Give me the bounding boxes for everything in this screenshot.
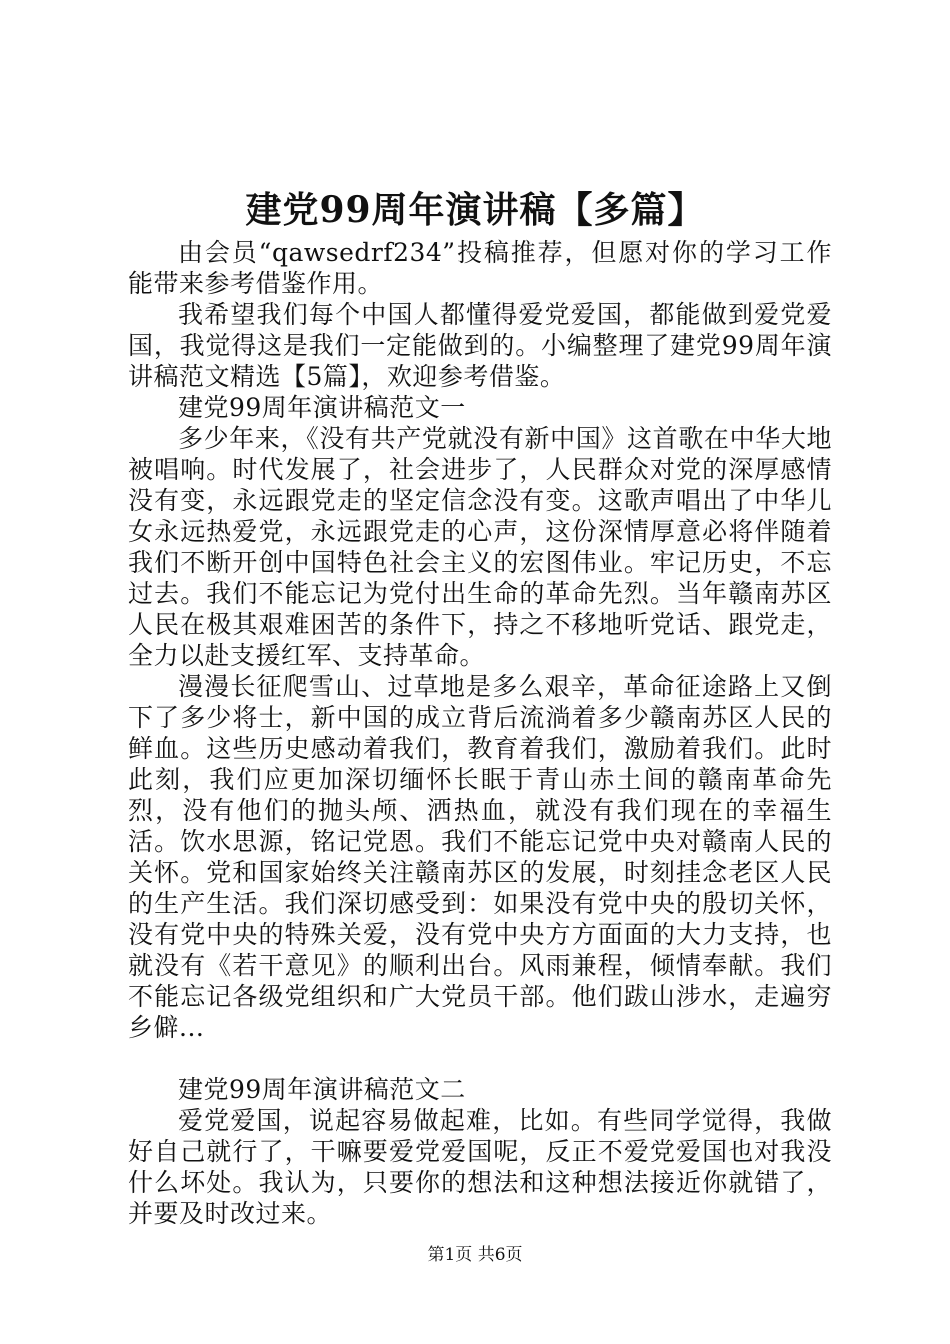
summary-paragraph: 我希望我们每个中国人都懂得爱党爱国，都能做到爱党爱国，我觉得这是我们一定能做到的。小编整理了建党99周年演讲稿范文精选【5篇】，欢迎参考借鉴。 [128,300,832,391]
section-1-paragraph-1: 多少年来，《没有共产党就没有新中国》这首歌在中华大地被唱响。时代发展了，社会进步了，人民群众对党的深厚感情没有变，永远跟党走的坚定信念没有变。这歌声唱出了中华儿女永远热爱党，永远跟党走的心声，这份深情厚意必将伴随着我们不断开创中国特色社会主义的宏图伟业。牢记历史，不忘过去。我们不能忘记为党付出生命的革命先烈。当年赣南苏区人民在极其艰难困苦的条件下，持之不移地听党话、跟党走，全力以赴支援红军、支持革命。 [128,424,832,670]
intro-paragraph: 由会员“qawsedrf234”投稿推荐，但愿对你的学习工作能带来参考借鉴作用。 [128,238,832,298]
section-heading-1: 建党99周年演讲稿范文一 [178,393,466,422]
section-2-paragraph-1: 爱党爱国，说起容易做起难，比如。有些同学觉得，我做好自己就行了，干嘛要爱党爱国呢，反正不爱党爱国也对我没什么坏处。我认为，只要你的想法和这种想法接近你就错了，并要及时改过来。 [128,1106,832,1228]
section-heading-2: 建党99周年演讲稿范文二 [178,1075,466,1104]
section-1-paragraph-2: 漫漫长征爬雪山、过草地是多么艰辛，革命征途路上又倒下了多少将士，新中国的成立背后流淌着多少赣南苏区人民的鲜血。这些历史感动着我们，教育着我们，激励着我们。此时此刻，我们应更加深切缅怀长眠于青山赤土间的赣南革命先烈，没有他们的抛头颅、洒热血，就没有我们现在的幸福生活。饮水思源，铭记党恩。我们不能忘记党中央对赣南人民的关怀。党和国家始终关注赣南苏区的发展，时刻挂念老区人民的生产生活。我们深切感受到：如果没有党中央的殷切关怀，没有党中央的特殊关爱，没有党中央方方面面的大力支持，也就没有《若干意见》的顺利出台。风雨兼程，倾情奉献。我们不能忘记各级党组织和广大党员干部。他们跋山涉水，走遍穷乡僻... [128,672,832,1042]
document-title: 建党99周年演讲稿【多篇】 [245,189,705,231]
page-footer: 第1页 共6页 [427,1245,523,1265]
document-body [128,237,832,1229]
paragraph-spacer [128,1043,832,1074]
